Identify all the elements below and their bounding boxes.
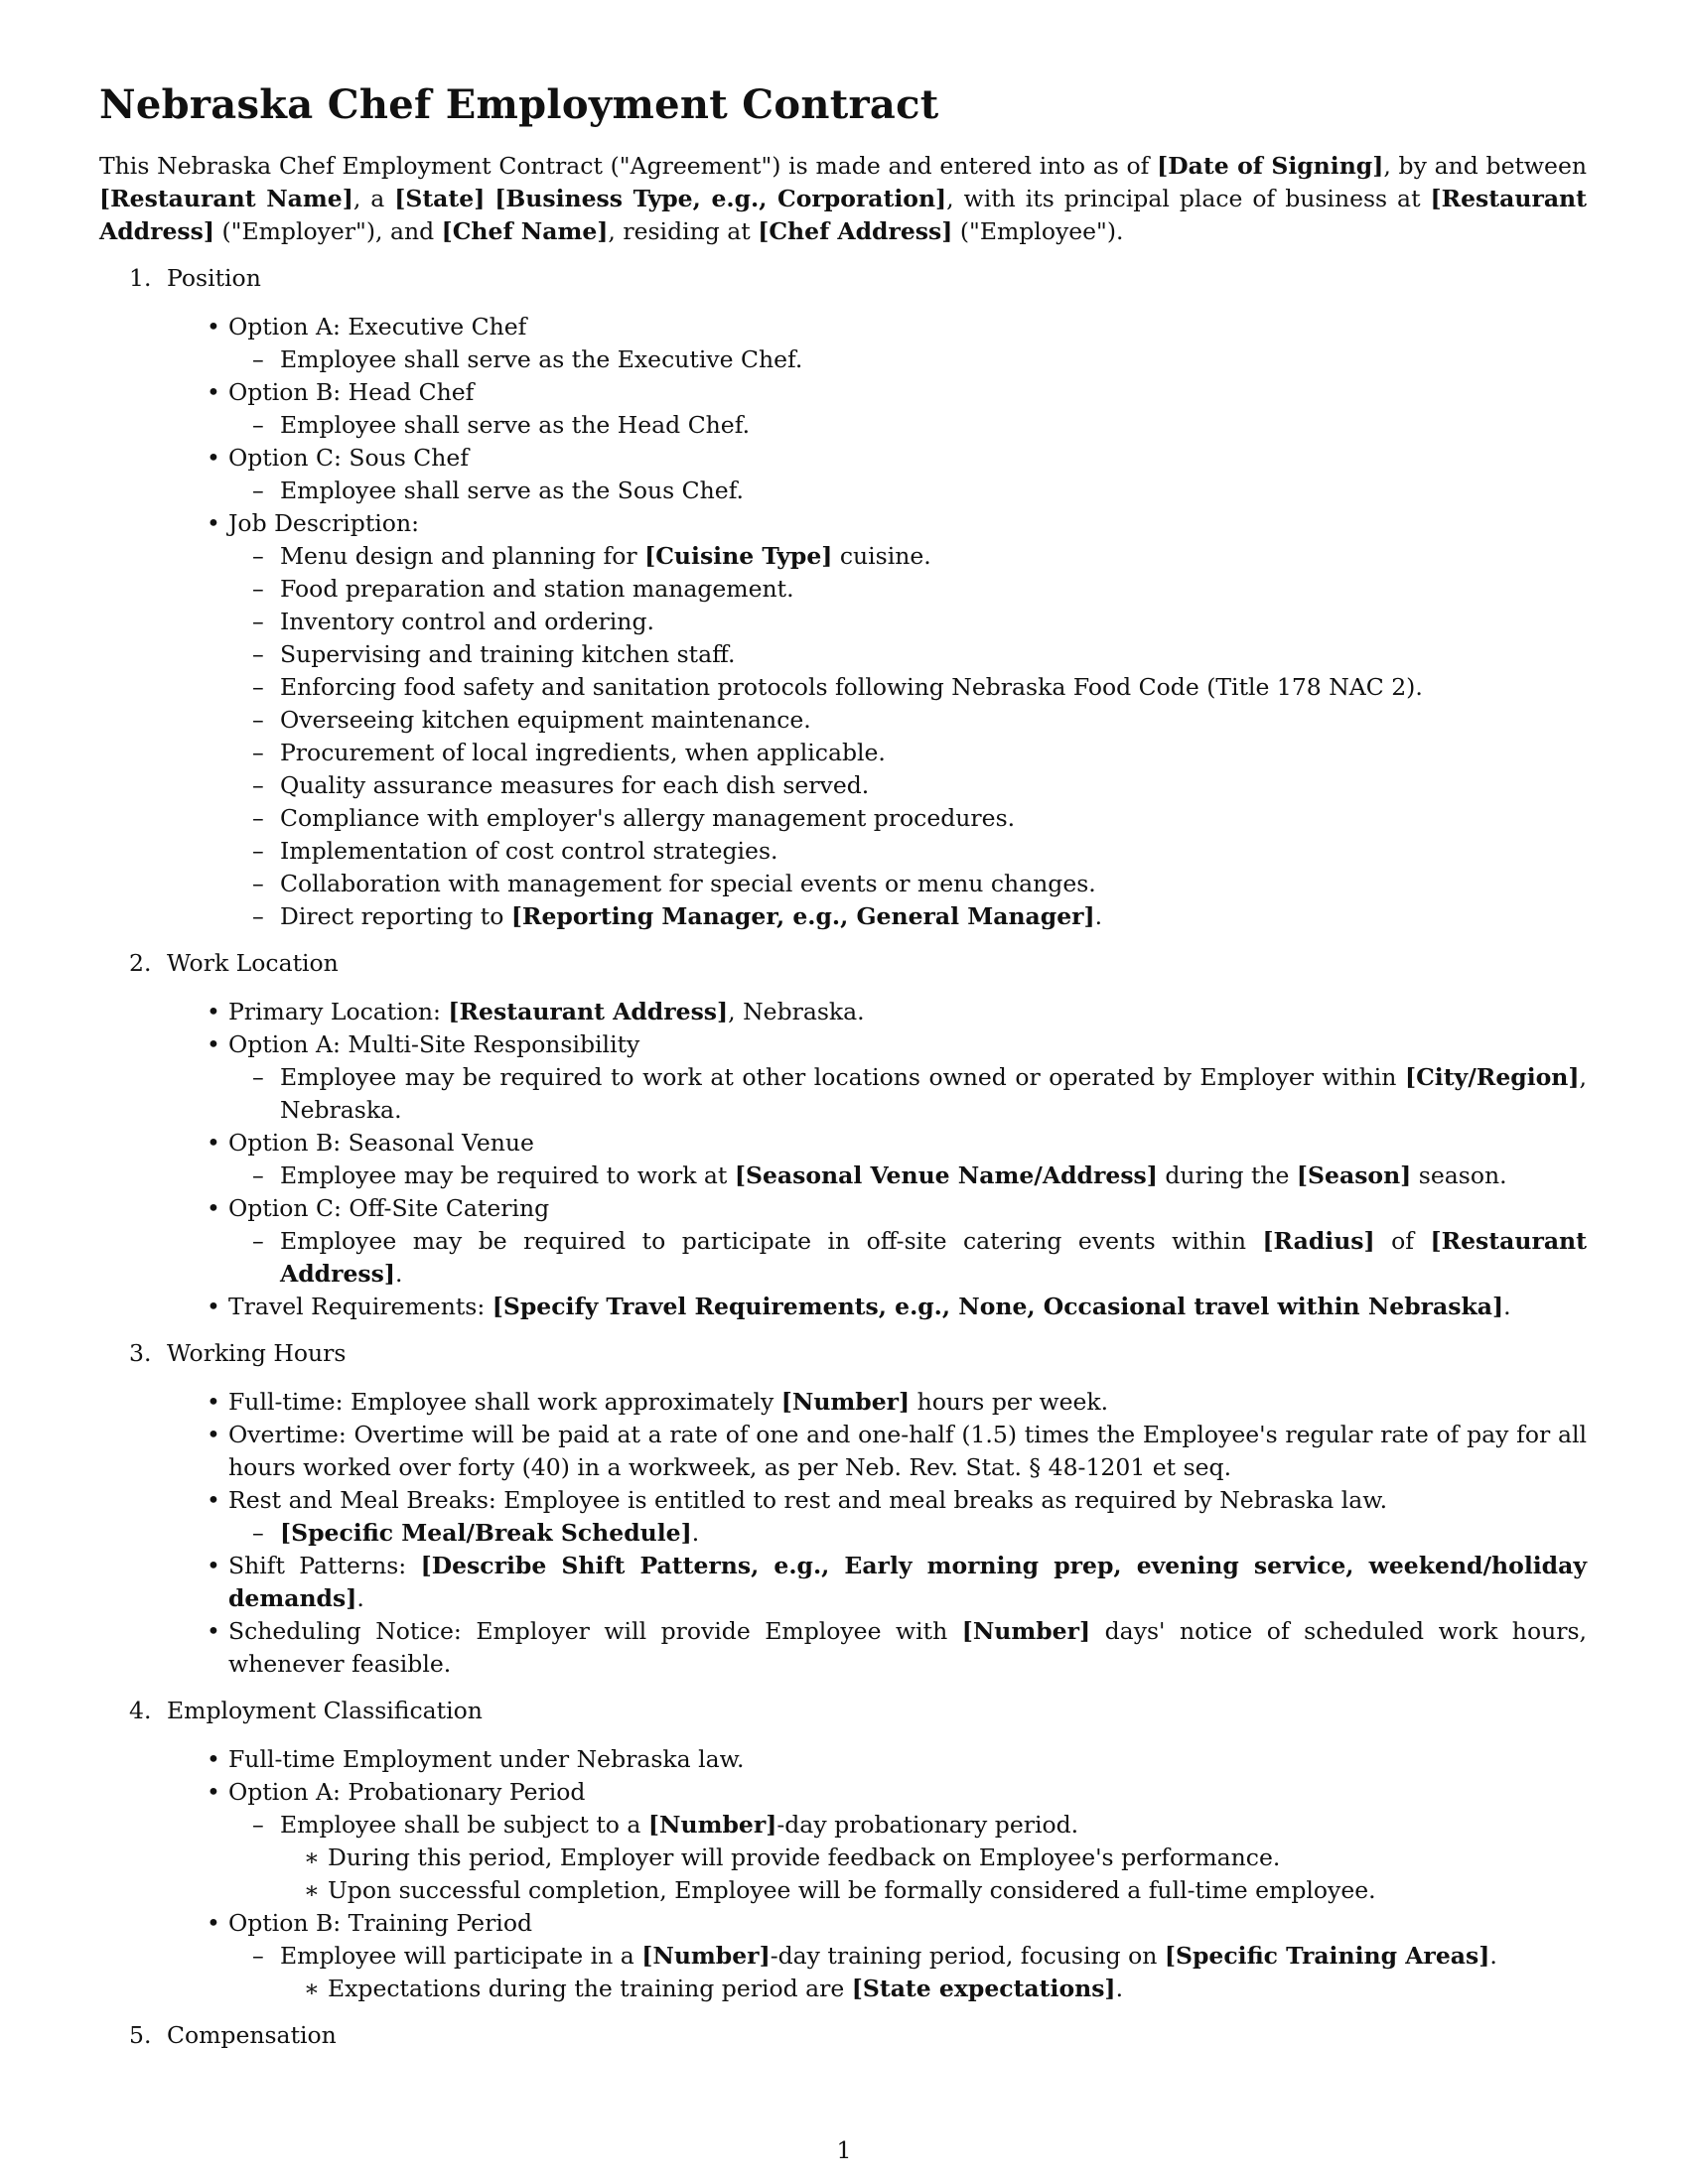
section-title: 4. Employment Classification <box>129 1697 483 1724</box>
section-title: 1. Position <box>129 264 261 292</box>
intro-paragraph: This Nebraska Chef Employment Contract ("Agreement") is made and entered into as of [Date of Signing], by and between [Restaurant Name], a [State] [Business Type, e.g., Corporation], with its principal place of business at [Restaurant Address] ("Employer"), and [Chef Name], residing at [Chef Address] ("Employee"). <box>99 152 1587 245</box>
list-item: • Overtime: Overtime will be paid at a rate of one and one-half (1.5) times the Employee's regular rate of pay for all hours worked over forty (40) in a workweek, as per Neb. Rev. Stat. § 48-1201 et seq. <box>228 1419 1587 1484</box>
list-item: • Option B: Seasonal Venue – Employee may be required to work at [Seasonal Venue Name/Address] during the [Season] season. <box>228 1127 1587 1192</box>
section-title: 3. Working Hours <box>129 1339 347 1367</box>
list-item: • Option A: Executive Chef – Employee shall serve as the Executive Chef. <box>228 311 1587 376</box>
list-item: – Employee shall serve as the Sous Chef. <box>280 475 1587 507</box>
list-item: • Full-time: Employee shall work approximately [Number] hours per week. <box>228 1386 1587 1419</box>
list-item: – Employee may be required to work at other locations owned or operated by Employer within [City/Region], Nebraska. <box>280 1061 1587 1127</box>
list-item: – Collaboration with management for special events or menu changes. <box>280 868 1587 900</box>
list-item: • Option C: Off-Site Catering – Employee may be required to participate in off-site catering events within [Radius] of [Restaurant Address]. <box>228 1192 1587 1291</box>
list-item: – Employee shall serve as the Executive Chef. <box>280 343 1587 376</box>
list-item: • Option A: Multi-Site Responsibility – Employee may be required to work at other locations owned or operated by Employer within [City/Region], Nebraska. <box>228 1028 1587 1127</box>
list-item: – Overseeing kitchen equipment maintenance. <box>280 704 1587 737</box>
list-item: – Inventory control and ordering. <box>280 606 1587 638</box>
list-item: – Direct reporting to [Reporting Manager, e.g., General Manager]. <box>280 900 1587 933</box>
list-item: – Quality assurance measures for each dish served. <box>280 769 1587 802</box>
position-list <box>99 311 1587 933</box>
list-item: – Food preparation and station management. <box>280 573 1587 606</box>
list-item: • Scheduling Notice: Employer will provide Employee with [Number] days' notice of scheduled work hours, whenever feasible. <box>228 1615 1587 1681</box>
page-number: 1 <box>836 2136 852 2164</box>
list-item: • Job Description: – Menu design and planning for [Cuisine Type] cuisine. – Food preparation and station management. – Inventory control and ordering. – Supervising and training kitchen staff. – Enforcing food safety and sanitation protocols following Nebraska Food Code (Title 178 NAC 2). – Overseeing kitchen equipment maintenance. – Procurement of local ingredients, when applicable. – Quality assurance measures for each dish served. – Compliance with employer's allergy management procedures. – Implementation of cost control strategies. – Collaboration with management for special events or menu changes. – Direct reporting to [Reporting Manager, e.g., General Manager]. <box>228 507 1587 933</box>
list-item: • Option C: Sous Chef – Employee shall serve as the Sous Chef. <box>228 442 1587 507</box>
section-compensation <box>99 2019 1587 2052</box>
list-item: • Option B: Training Period – Employee will participate in a [Number]-day training period, focusing on [Specific Training Areas]. ∗ Expectations during the training period are [State expectations]. <box>228 1907 1587 2005</box>
list-item: – Supervising and training kitchen staff. <box>280 638 1587 671</box>
list-item: – [Specific Meal/Break Schedule]. <box>280 1517 1587 1550</box>
section-title: 2. Work Location <box>129 949 339 977</box>
list-item: – Employee may be required to work at [Seasonal Venue Name/Address] during the [Season] season. <box>280 1160 1587 1192</box>
section-employment-classification <box>99 1695 1587 2005</box>
work-location-list <box>99 996 1587 1323</box>
list-item: – Employee shall be subject to a [Number]-day probationary period. ∗ During this period, Employer will provide feedback on Employee's performance. ∗ Upon successful completion, Employee will be formally considered a full-time employee. <box>280 1809 1587 1907</box>
list-item: – Implementation of cost control strategies. <box>280 835 1587 868</box>
document-title: Nebraska Chef Employment Contract <box>99 81 939 128</box>
document-page <box>99 81 1587 2068</box>
list-item: ∗ Upon successful completion, Employee will be formally considered a full-time employee. <box>328 1874 1587 1907</box>
list-item: • Travel Requirements: [Specify Travel Requirements, e.g., None, Occasional travel within Nebraska]. <box>228 1291 1587 1323</box>
section-position <box>99 262 1587 933</box>
section-work-location <box>99 947 1587 1323</box>
list-item: • Full-time Employment under Nebraska law. <box>228 1743 1587 1776</box>
list-item: • Shift Patterns: [Describe Shift Patterns, e.g., Early morning prep, evening service, weekend/holiday demands]. <box>228 1550 1587 1615</box>
classification-list <box>99 1743 1587 2005</box>
list-item: – Enforcing food safety and sanitation protocols following Nebraska Food Code (Title 178 NAC 2). <box>280 671 1587 704</box>
section-working-hours <box>99 1337 1587 1681</box>
section-title: 5. Compensation <box>129 2021 337 2049</box>
list-item: ∗ Expectations during the training period are [State expectations]. <box>328 1973 1587 2005</box>
list-item: – Compliance with employer's allergy management procedures. <box>280 802 1587 835</box>
list-item: – Employee will participate in a [Number]-day training period, focusing on [Specific Training Areas]. ∗ Expectations during the training period are [State expectations]. <box>280 1940 1587 2005</box>
list-item: – Menu design and planning for [Cuisine Type] cuisine. <box>280 540 1587 573</box>
list-item: – Employee may be required to participate in off-site catering events within [Radius] of [Restaurant Address]. <box>280 1225 1587 1291</box>
list-item: • Option B: Head Chef – Employee shall serve as the Head Chef. <box>228 376 1587 442</box>
list-item: • Rest and Meal Breaks: Employee is entitled to rest and meal breaks as required by Nebraska law. – [Specific Meal/Break Schedule]. <box>228 1484 1587 1550</box>
list-item: • Primary Location: [Restaurant Address], Nebraska. <box>228 996 1587 1028</box>
list-item: – Procurement of local ingredients, when applicable. <box>280 737 1587 769</box>
job-description-list <box>228 540 1587 933</box>
list-item: • Option A: Probationary Period – Employee shall be subject to a [Number]-day probationary period. ∗ During this period, Employer will provide feedback on Employee's performance. ∗ Upon successful completion, Employee will be formally considered a full-time employee. <box>228 1776 1587 1907</box>
list-item: ∗ During this period, Employer will provide feedback on Employee's performance. <box>328 1842 1587 1874</box>
list-item: – Employee shall serve as the Head Chef. <box>280 409 1587 442</box>
working-hours-list <box>99 1386 1587 1681</box>
